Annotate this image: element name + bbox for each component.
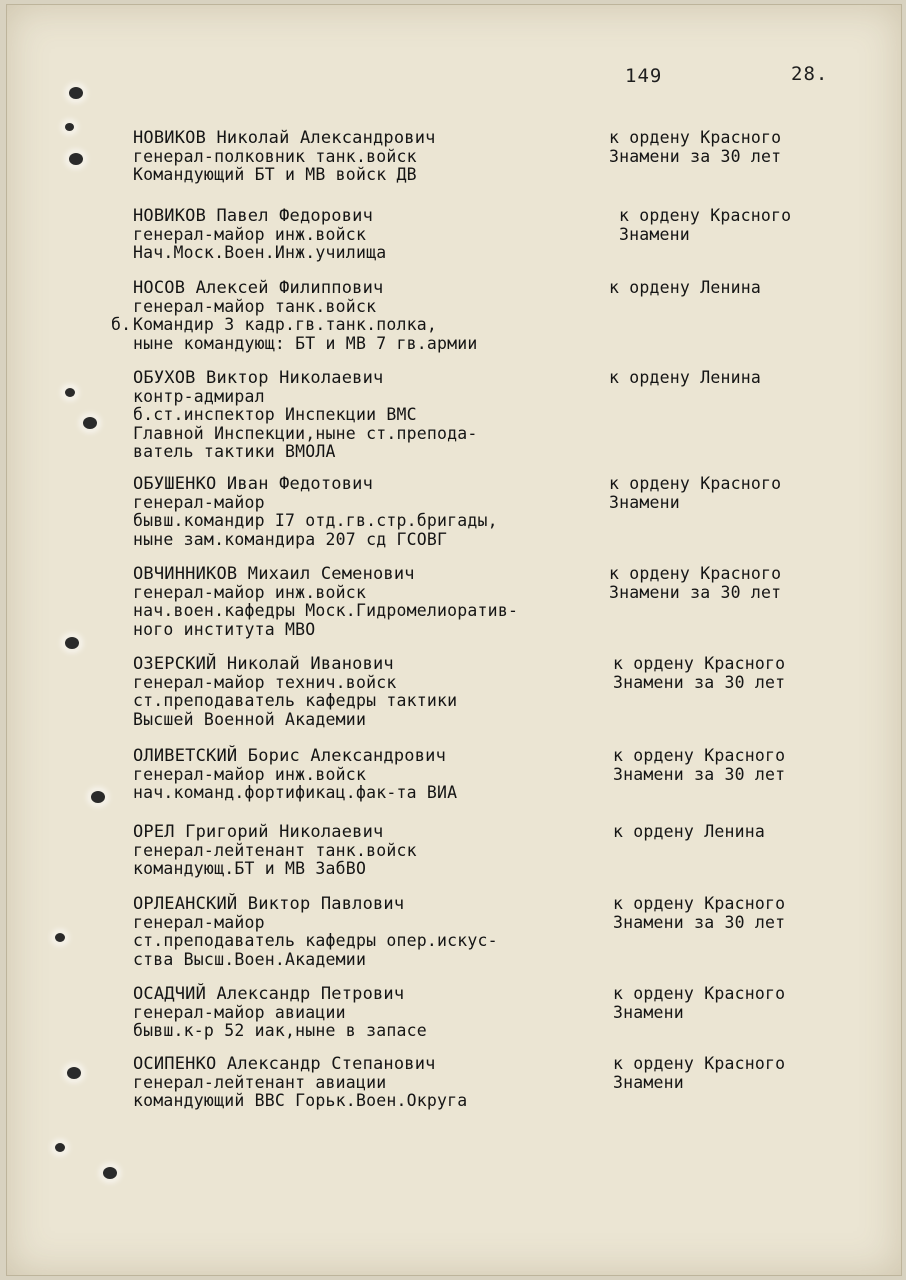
punch-hole — [65, 123, 74, 131]
line-text: генерал-лейтенант авиации — [133, 1072, 387, 1092]
position-line — [133, 406, 478, 425]
rank-line — [133, 298, 478, 317]
page-number: 28. — [791, 63, 829, 85]
punch-hole — [65, 388, 75, 397]
rank-line — [133, 148, 436, 167]
punch-hole — [103, 1167, 117, 1179]
rank-line — [133, 914, 498, 933]
entry-details — [111, 278, 478, 353]
line-text: ст.преподаватель кафедры опер.искус- — [133, 931, 498, 950]
award-text — [613, 895, 785, 932]
entry-details — [133, 475, 498, 549]
line-text: ныне зам.командира 207 сд ГСОВГ — [133, 529, 448, 549]
punch-hole — [65, 637, 79, 649]
rank-line — [133, 674, 457, 693]
award-line: Знамени за 30 лет — [609, 582, 782, 602]
person-name: НОВИКОВ Павел Федорович — [133, 206, 374, 226]
entry-details — [133, 207, 386, 263]
position-line — [133, 443, 478, 462]
document-page — [6, 4, 902, 1276]
award-text — [609, 129, 781, 166]
line-text: генерал-майор инж.войск — [133, 764, 367, 784]
award-line: к ордену Красного — [613, 1054, 786, 1073]
person-name: НОВИКОВ Николай Александрович — [133, 128, 436, 148]
award-line: к ордену Ленина — [613, 822, 766, 841]
line-text: генерал-майор инж.войск — [133, 582, 367, 602]
punch-hole — [83, 417, 97, 429]
line-text: нач.воен.кафедры Моск.Гидромелиоратив- — [133, 601, 519, 620]
award-text — [613, 655, 785, 692]
person-name: ОЛИВЕТСКИЙ Борис Александрович — [133, 746, 447, 766]
rank-line — [133, 388, 478, 407]
entry-details — [133, 747, 457, 803]
award-line: к ордену Красного — [619, 206, 792, 225]
person-name: ОБУХОВ Виктор Николаевич — [133, 368, 384, 388]
line-text: Нач.Моск.Воен.Инж.училища — [133, 243, 387, 262]
line-text: нач.команд.фортификац.фак-та ВИА — [133, 783, 458, 802]
punch-hole — [55, 1143, 65, 1152]
position-line — [133, 692, 457, 711]
entry-details — [133, 655, 457, 729]
award-text — [619, 207, 791, 244]
entry-details — [133, 985, 427, 1041]
person-name: ОСАДЧИЙ Александр Петрович — [133, 984, 405, 1004]
punch-hole — [69, 153, 83, 165]
position-line — [133, 425, 478, 444]
line-prefix: б. — [111, 315, 132, 334]
position-line — [133, 244, 386, 263]
line-text: генерал-майор инж.войск — [133, 224, 367, 244]
award-line: к ордену Красного — [609, 564, 782, 583]
line-text: командующий ВВС Горьк.Воен.Округа — [133, 1091, 468, 1110]
entry-details — [133, 823, 417, 879]
entry-details — [133, 1055, 467, 1111]
award-line: Знамени за 30 лет — [613, 672, 786, 692]
position-line — [133, 1092, 467, 1111]
line-text: генерал-майор авиации — [133, 1002, 346, 1022]
rank-line — [133, 1004, 427, 1023]
line-text: ства Высш.Воен.Академии — [133, 949, 367, 969]
person-name: ОВЧИННИКОВ Михаил Семенович — [133, 564, 415, 584]
person-name: ОБУШЕНКО Иван Федотович — [133, 474, 374, 494]
award-line: Знамени — [609, 492, 680, 512]
position-line — [133, 335, 478, 354]
award-line: к ордену Ленина — [609, 368, 762, 387]
line-text: генерал-полковник танк.войск — [133, 146, 417, 166]
person-name: ОРЕЛ Григорий Николаевич — [133, 822, 384, 842]
position-line — [133, 1022, 427, 1041]
position-line — [133, 512, 498, 531]
line-text: генерал-майор — [133, 912, 265, 932]
entry-details — [133, 895, 498, 969]
line-text: генерал-майор технич.войск — [133, 672, 397, 692]
award-line: к ордену Красного — [609, 128, 782, 147]
rank-line — [133, 226, 386, 245]
line-text: бывш.командир I7 отд.гв.стр.бригады, — [133, 511, 498, 530]
award-line: к ордену Ленина — [609, 278, 762, 297]
position-line — [133, 784, 457, 803]
award-line: Знамени за 30 лет — [609, 146, 782, 166]
award-text — [613, 985, 785, 1022]
rank-line — [133, 1074, 467, 1093]
line-text: командующ.БТ и МВ ЗабВО — [133, 859, 367, 878]
award-line: к ордену Красного — [613, 746, 786, 765]
award-line: Знамени — [613, 1072, 684, 1092]
position-line — [133, 860, 417, 879]
line-text: Командир 3 кадр.гв.танк.полка, — [133, 315, 438, 334]
line-text: бывш.к-р 52 иак,ныне в запасе — [133, 1021, 427, 1040]
position-line — [133, 602, 518, 621]
rank-line — [133, 766, 457, 785]
position-line — [133, 531, 498, 550]
person-name: НОСОВ Алексей Филиппович — [133, 278, 384, 298]
position-line — [133, 621, 518, 640]
award-text — [613, 823, 765, 842]
award-line: к ордену Красного — [613, 984, 786, 1003]
punch-hole — [55, 933, 65, 942]
line-text: ст.преподаватель кафедры тактики — [133, 691, 458, 710]
award-line: Знамени — [619, 224, 690, 244]
award-line: к ордену Красного — [609, 474, 782, 493]
line-text: генерал-майор — [133, 492, 265, 512]
line-text: б.ст.инспектор Инспекции ВМС — [133, 405, 417, 424]
person-name: ОРЛЕАНСКИЙ Виктор Павлович — [133, 894, 405, 914]
line-text: Командующий БТ и МВ войск ДВ — [133, 165, 417, 184]
award-line: к ордену Красного — [613, 894, 786, 913]
rank-line — [133, 584, 518, 603]
line-text: генерал-майор танк.войск — [133, 296, 377, 316]
award-line: к ордену Красного — [613, 654, 786, 673]
rank-line — [133, 842, 417, 861]
punch-hole — [91, 791, 105, 803]
award-text — [609, 279, 761, 298]
punch-hole — [69, 87, 83, 99]
line-text: ного института МВО — [133, 619, 316, 639]
award-line: Знамени — [613, 1002, 684, 1022]
award-text — [609, 565, 781, 602]
punch-hole — [67, 1067, 81, 1079]
line-text: Высшей Военной Академии — [133, 709, 367, 729]
award-line: Знамени за 30 лет — [613, 912, 786, 932]
stamp-number: 149 — [625, 65, 663, 87]
line-text: Главной Инспекции,ныне ст.препода- — [133, 423, 478, 443]
line-text: генерал-лейтенант танк.войск — [133, 840, 417, 860]
rank-line — [133, 494, 498, 513]
entry-details — [133, 565, 518, 639]
award-text — [609, 475, 781, 512]
award-line: Знамени за 30 лет — [613, 764, 786, 784]
line-text: ныне командующ: БТ и МВ 7 гв.армии — [133, 333, 478, 353]
person-name: ОСИПЕНКО Александр Степанович — [133, 1054, 436, 1074]
entry-details — [133, 129, 436, 185]
award-text — [613, 1055, 785, 1092]
line-text: контр-адмирал — [133, 386, 265, 406]
entry-details — [133, 369, 478, 462]
line-text: ватель тактики ВМОЛА — [133, 442, 336, 461]
award-text — [609, 369, 761, 388]
position-line — [133, 932, 498, 951]
person-name: ОЗЕРСКИЙ Николай Иванович — [133, 654, 394, 674]
position-line — [133, 951, 498, 970]
position-line — [133, 711, 457, 730]
position-line — [133, 166, 436, 185]
award-text — [613, 747, 785, 784]
position-line — [111, 315, 478, 335]
